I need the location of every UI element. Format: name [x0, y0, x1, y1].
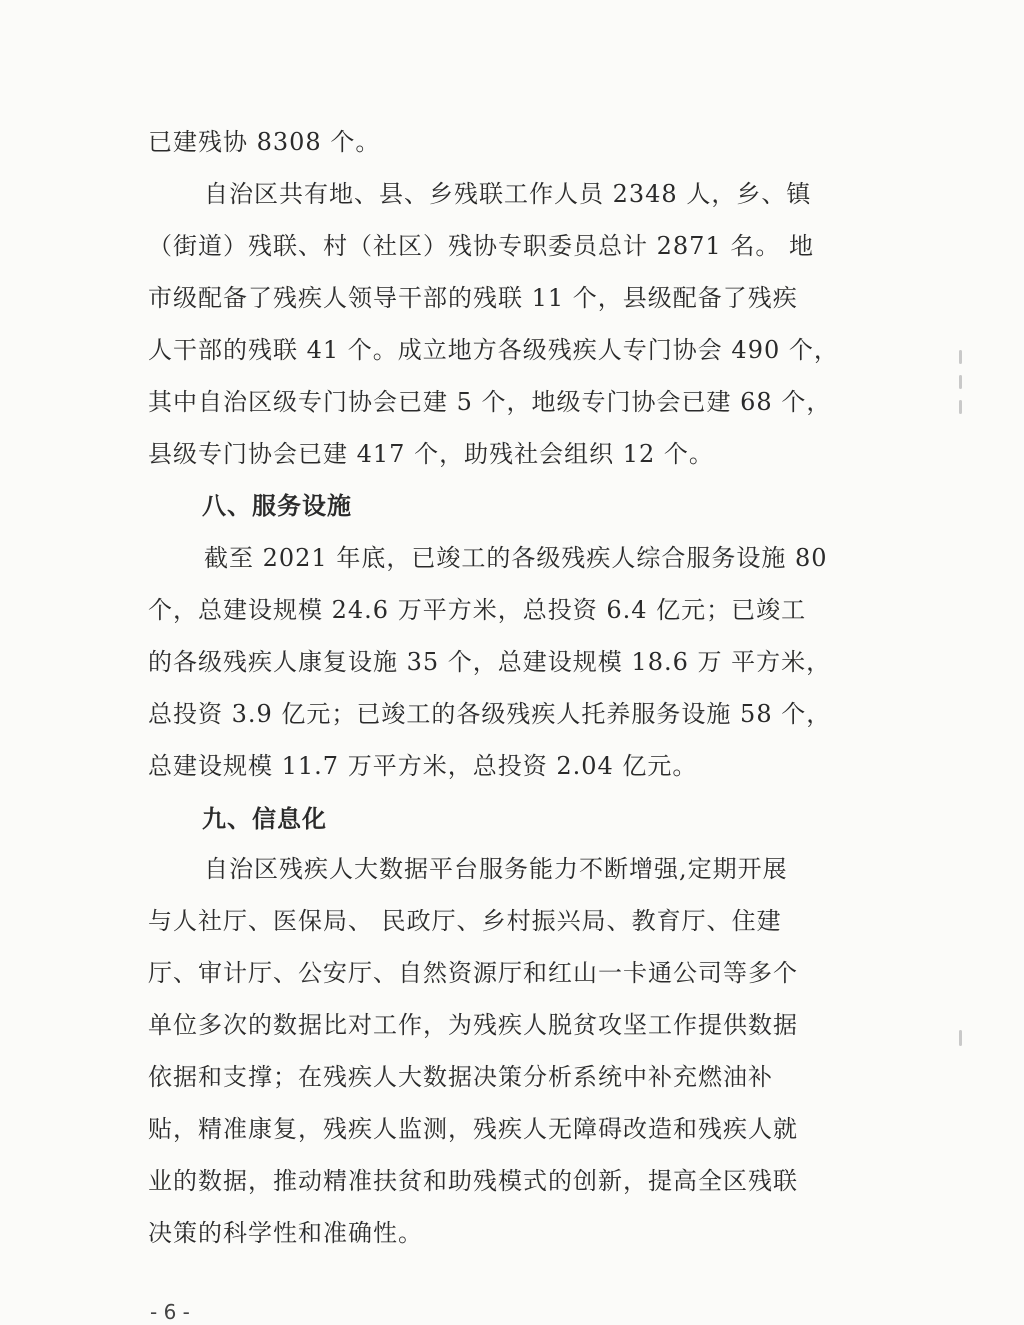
text-line: 与人社厅、医保局、 民政厅、乡村振兴局、教育厅、住建	[148, 907, 782, 935]
text-line: 人干部的残联 41 个。成立地方各级残疾人专门协会 490 个，	[148, 336, 839, 364]
paragraph-informatization	[148, 843, 848, 1259]
text-line: 其中自治区级专门协会已建 5 个，地级专门协会已建 68 个，	[148, 388, 832, 416]
text-line: 自治区共有地、县、乡残联工作人员 2348 人，乡、镇	[204, 180, 812, 208]
section-heading-facilities: 八、服务设施	[202, 492, 352, 520]
text-line: 决策的科学性和准确性。	[148, 1219, 423, 1247]
scan-mark	[959, 400, 962, 414]
paragraph-org-count	[148, 116, 848, 168]
page-number: - 6 -	[150, 1300, 190, 1324]
section-heading-informatization: 九、信息化	[202, 805, 327, 833]
text-line: 个，总建设规模 24.6 万平方米，总投资 6.4 亿元；已竣工	[148, 596, 807, 624]
text-line: 依据和支撑；在残疾人大数据决策分析系统中补充燃油补	[148, 1063, 773, 1091]
text-line: 单位多次的数据比对工作，为残疾人脱贫攻坚工作提供数据	[148, 1011, 798, 1039]
text-line: 自治区残疾人大数据平台服务能力不断增强,定期开展	[204, 855, 788, 883]
text-line: 厅、审计厅、公安厅、自然资源厅和红山一卡通公司等多个	[148, 959, 798, 987]
scan-mark	[959, 375, 962, 389]
text-line: 市级配备了残疾人领导干部的残联 11 个，县级配备了残疾	[148, 284, 798, 312]
text-line: 业的数据，推动精准扶贫和助残模式的创新，提高全区残联	[148, 1167, 798, 1195]
scan-mark	[959, 350, 962, 364]
text-line: 县级专门协会已建 417 个，助残社会组织 12 个。	[148, 440, 714, 468]
paragraph-facilities	[148, 532, 848, 792]
text-line: 总建设规模 11.7 万平方米，总投资 2.04 亿元。	[148, 752, 698, 780]
text-line: 贴，精准康复，残疾人监测，残疾人无障碍改造和残疾人就	[148, 1115, 798, 1143]
text-line: 总投资 3.9 亿元；已竣工的各级残疾人托养服务设施 58 个，	[148, 700, 832, 728]
text-line: 的各级残疾人康复设施 35 个，总建设规模 18.6 万 平方米，	[148, 648, 832, 676]
text-line: 截至 2021 年底，已竣工的各级残疾人综合服务设施 80	[204, 544, 828, 572]
text-line: 已建残协 8308 个。	[148, 128, 381, 156]
text-line: （街道）残联、村（社区）残协专职委员总计 2871 名。 地	[148, 232, 814, 260]
paragraph-staff	[148, 168, 848, 480]
scan-mark	[959, 1030, 962, 1046]
